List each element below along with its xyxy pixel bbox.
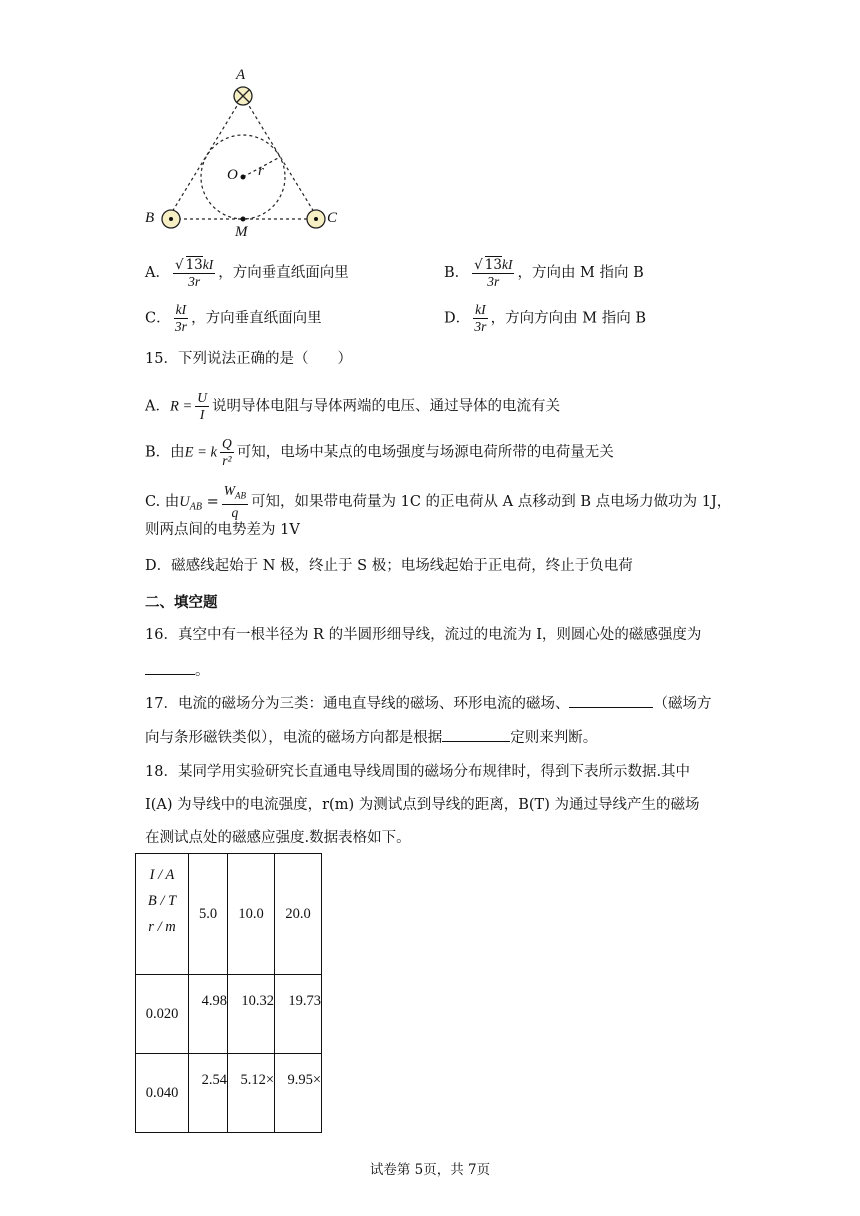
q14-option-a: A． $\frac{√ 13kI}{3r}$ ，方向垂直纸面向里 <box>145 257 349 289</box>
table-corner-cell: I / A B / T r / m <box>136 854 189 975</box>
q14-option-d: D． $\frac{kI}{3r}$ ，方向方向由 M 指向 B <box>444 302 646 334</box>
center-point <box>241 175 246 180</box>
table-cell: 10.32 <box>228 975 275 1054</box>
data-table <box>135 853 322 1133</box>
table-cell: 9.95× <box>275 1054 322 1133</box>
current-out-of-page-icon-c <box>307 210 325 228</box>
label-c: C <box>327 210 338 226</box>
table-cell: 5.12× <box>228 1054 275 1133</box>
label-o: O <box>227 167 238 183</box>
table-row-label: 0.040 <box>136 1054 189 1133</box>
triangle-side-ac <box>243 96 314 212</box>
page-footer: 试卷第 5页，共 7页 <box>369 1162 491 1178</box>
q15-option-c-line2: 则两点间的电势差为 1V <box>145 522 300 538</box>
triangle-side-ab <box>172 96 243 212</box>
q15-option-c: C. 由$U_{AB}$ = $\frac{W_{AB}}{q}$ 可知，如果带电荷量为 1C 的正电荷从 A 点移动到 B 点电场力做功为 1J， <box>145 483 732 520</box>
section-heading: 二、填空题 <box>145 594 218 611</box>
point-m <box>241 217 246 222</box>
current-into-page-icon <box>234 87 252 105</box>
q17-answer-blank-1[interactable] <box>569 693 653 708</box>
table-row-label: 0.020 <box>136 975 189 1054</box>
q16-answer-blank[interactable] <box>145 660 195 675</box>
table-col-header: 5.0 <box>189 854 228 975</box>
label-m: M <box>235 224 248 240</box>
table-row <box>136 1054 322 1133</box>
label-r: r <box>258 163 264 179</box>
table-cell: 4.98 <box>189 975 228 1054</box>
q15-option-d: D．磁感线起始于 N 极，终止于 S 极；电场线起始于正电荷，终止于负电荷 <box>145 558 633 574</box>
q15-stem: 15．下列说法正确的是（ ） <box>145 351 352 367</box>
q18-line3: 在测试点处的磁感应强度.数据表格如下。 <box>145 830 411 846</box>
q15-option-a: A．R = $\frac{U}{I}$ 说明导体电阻与导体两端的电压、通过导体的电流有关 <box>145 390 561 422</box>
label-a: A <box>236 67 246 83</box>
label-b: B <box>145 210 155 226</box>
q15-option-b: B．由E = k $\frac{Q}{\text{r²}}$ 可知，电场中某点的电场强度与场源电荷所带的电荷量无关 <box>145 436 614 468</box>
table-cell: 2.54 <box>189 1054 228 1133</box>
q16-line1: 16．真空中有一根半径为 R 的半圆形细导线，流过的电流为 I，则圆心处的磁感强度为 <box>145 627 702 643</box>
table-header-row <box>136 854 322 975</box>
q14-option-b: B． $\frac{√ 13kI}{3r}$ ，方向由 M 指向 B <box>444 257 644 289</box>
q17-answer-blank-2[interactable] <box>442 727 510 742</box>
q17-line2: 向与条形磁铁类似），电流的磁场方向都是根据 定则来判断。 <box>145 727 597 748</box>
table-cell: 19.73 <box>275 975 322 1054</box>
q18-line2: I(A) 为导线中的电流强度，r(m) 为测试点到导线的距离，B(T) 为通过导线产生的磁场 <box>145 797 700 813</box>
q17-line1: 17．电流的磁场分为三类：通电直导线的磁场、环形电流的磁场、 （磁场方 <box>145 693 711 714</box>
q16-line2: 。 <box>145 660 210 681</box>
table-row <box>136 975 322 1054</box>
table-col-header: 20.0 <box>275 854 322 975</box>
q18-line1: 18．某同学用实验研究长直通电导线周围的磁场分布规律时，得到下表所示数据.其中 <box>145 764 691 780</box>
table-col-header: 10.0 <box>228 854 275 975</box>
q14-option-c: C． $\frac{kI}{3r}$ ，方向垂直纸面向里 <box>145 302 322 334</box>
current-out-of-page-icon-b <box>162 210 180 228</box>
